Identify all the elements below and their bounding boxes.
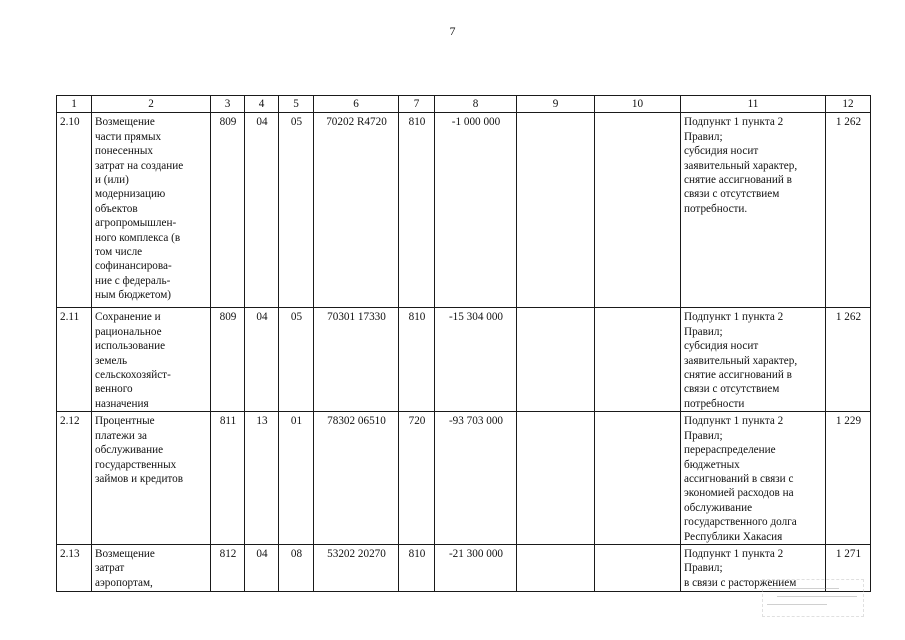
reference-code: 1 262	[826, 113, 871, 308]
section-code: 04	[245, 308, 279, 412]
target-article-code: 70202 R4720	[314, 113, 399, 308]
column-header: 12	[826, 96, 871, 113]
expense-name: Сохранение и рациональное использование земель сельскохозяйст- венного назначения	[92, 308, 211, 412]
column-header: 5	[279, 96, 314, 113]
page-number: 7	[449, 24, 456, 38]
faint-stamp-mark	[762, 579, 864, 617]
column-10-cell	[595, 545, 681, 592]
column-10-cell	[595, 113, 681, 308]
row-number: 2.13	[57, 545, 92, 592]
column-header: 11	[681, 96, 826, 113]
column-header: 1	[57, 96, 92, 113]
ministry-code: 809	[211, 308, 245, 412]
legal-basis: Подпункт 1 пункта 2 Правил; в связи с расторжением	[681, 545, 826, 592]
reference-code: 1 271	[826, 545, 871, 592]
column-header: 7	[399, 96, 435, 113]
legal-basis: Подпункт 1 пункта 2 Правил; субсидия носит заявительный характер, снятие ассигнований в связи с отсутствием потребности.	[681, 113, 826, 308]
column-header: 9	[517, 96, 595, 113]
column-9-cell	[517, 412, 595, 545]
subsection-code: 01	[279, 412, 314, 545]
ministry-code: 809	[211, 113, 245, 308]
row-number: 2.11	[57, 308, 92, 412]
column-9-cell	[517, 545, 595, 592]
column-header: 2	[92, 96, 211, 113]
column-header: 10	[595, 96, 681, 113]
ministry-code: 812	[211, 545, 245, 592]
column-10-cell	[595, 308, 681, 412]
budget-table	[56, 95, 871, 592]
column-header: 6	[314, 96, 399, 113]
reference-code: 1 262	[826, 308, 871, 412]
column-header: 4	[245, 96, 279, 113]
amount: -1 000 000	[435, 113, 517, 308]
expense-type-code: 810	[399, 308, 435, 412]
table-row	[57, 412, 871, 545]
table-row	[57, 308, 871, 412]
target-article-code: 53202 20270	[314, 545, 399, 592]
legal-basis: Подпункт 1 пункта 2 Правил; перераспределение бюджетных ассигнований в связи с экономией расходов на обслуживание государственного долга Республики Хакасия	[681, 412, 826, 545]
column-header: 8	[435, 96, 517, 113]
target-article-code: 70301 17330	[314, 308, 399, 412]
section-code: 04	[245, 545, 279, 592]
expense-type-code: 810	[399, 113, 435, 308]
column-9-cell	[517, 113, 595, 308]
column-10-cell	[595, 412, 681, 545]
section-code: 04	[245, 113, 279, 308]
ministry-code: 811	[211, 412, 245, 545]
expense-name: Возмещение части прямых понесенных затрат на создание и (или) модернизацию объектов агропромышлен- ного комплекса (в том числе софинансирова- ние с федераль- ным бюджетом)	[92, 113, 211, 308]
amount: -21 300 000	[435, 545, 517, 592]
table-row	[57, 113, 871, 308]
section-code: 13	[245, 412, 279, 545]
subsection-code: 05	[279, 308, 314, 412]
column-9-cell	[517, 308, 595, 412]
subsection-code: 08	[279, 545, 314, 592]
table-header-row	[57, 96, 871, 113]
column-header: 3	[211, 96, 245, 113]
amount: -15 304 000	[435, 308, 517, 412]
table-row	[57, 545, 871, 592]
expense-type-code: 810	[399, 545, 435, 592]
expense-name: Возмещение затрат аэропортам,	[92, 545, 211, 592]
subsection-code: 05	[279, 113, 314, 308]
expense-type-code: 720	[399, 412, 435, 545]
amount: -93 703 000	[435, 412, 517, 545]
legal-basis: Подпункт 1 пункта 2 Правил; субсидия носит заявительный характер, снятие ассигнований в связи с отсутствием потребности	[681, 308, 826, 412]
row-number: 2.10	[57, 113, 92, 308]
expense-name: Процентные платежи за обслуживание государственных займов и кредитов	[92, 412, 211, 545]
target-article-code: 78302 06510	[314, 412, 399, 545]
reference-code: 1 229	[826, 412, 871, 545]
row-number: 2.12	[57, 412, 92, 545]
